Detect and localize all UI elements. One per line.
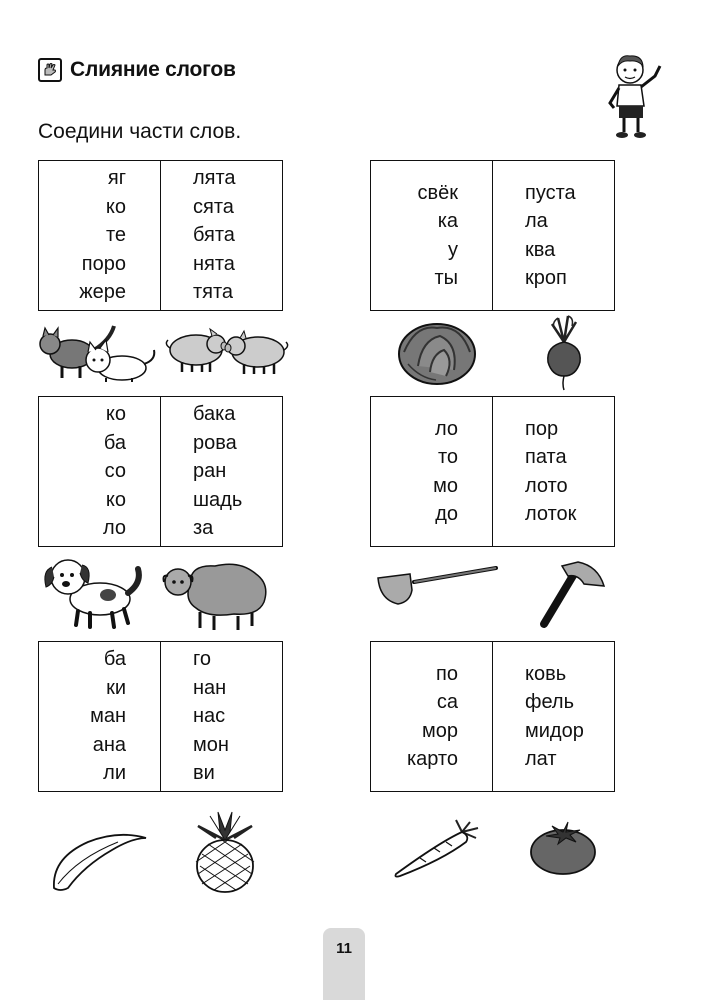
boy-icon <box>600 48 675 143</box>
syllable-left: са <box>436 691 458 713</box>
syllable-right: мидор <box>525 719 584 742</box>
syllable-right: тята <box>193 281 234 304</box>
syllable-left: жере <box>79 281 126 304</box>
syllable-left: поро <box>81 252 126 275</box>
syllable-left: свёк <box>417 181 458 204</box>
syllable-right: лото <box>525 474 568 497</box>
left-column <box>39 161 161 310</box>
syllable-left: то <box>437 446 458 468</box>
syllable-table-4 <box>370 396 615 547</box>
syllable-table-5 <box>38 641 283 792</box>
syllable-right: ковь <box>525 662 567 685</box>
syllable-right: ла <box>525 210 548 232</box>
syllable-right: ви <box>193 762 215 785</box>
syllable-right: сята <box>193 195 234 218</box>
syllable-right: бака <box>193 403 236 426</box>
cabbage-icon <box>396 316 478 388</box>
right-column <box>493 642 584 791</box>
syllable-left: ко <box>105 403 126 426</box>
syllable-left: ана <box>92 733 126 756</box>
syllable-right: нята <box>193 252 235 275</box>
right-column <box>161 642 229 791</box>
syllable-right: пор <box>525 417 559 440</box>
syllable-right: лята <box>193 167 236 190</box>
left-column <box>39 642 161 791</box>
syllable-table-2 <box>370 160 615 311</box>
syllable-left: у <box>448 238 458 261</box>
syllable-left: со <box>104 460 126 483</box>
right-column <box>161 161 236 310</box>
syllable-right: фель <box>525 691 575 713</box>
page-number-tab <box>323 928 365 1000</box>
beet-icon <box>540 314 588 392</box>
syllable-left: ман <box>90 705 126 728</box>
section-header <box>38 58 236 82</box>
syllable-table-6 <box>370 641 615 792</box>
syllable-right: пуста <box>525 181 576 204</box>
syllable-left: ло <box>102 517 126 540</box>
right-column <box>493 161 576 310</box>
syllable-right: лат <box>525 748 557 770</box>
sheep-icon <box>160 554 272 632</box>
page-number: 11 <box>336 940 352 957</box>
syllable-right: кроп <box>525 267 567 289</box>
cat-kitten-icon <box>36 320 158 386</box>
instruction-text: Соедини части слов. <box>38 120 242 143</box>
syllable-left: карто <box>406 748 458 770</box>
syllable-left: ты <box>434 267 458 289</box>
syllable-right: рова <box>193 431 237 454</box>
right-column <box>161 397 242 546</box>
syllable-right: ква <box>525 238 556 261</box>
syllable-left: ко <box>105 488 126 511</box>
pineapple-icon <box>188 810 262 894</box>
left-column <box>371 397 493 546</box>
syllable-left: мор <box>422 719 458 742</box>
syllable-right: го <box>193 648 211 671</box>
syllable-table-3 <box>38 396 283 547</box>
syllable-left: до <box>435 503 458 525</box>
syllable-right: за <box>193 517 214 540</box>
banana-icon <box>48 828 150 892</box>
syllable-left: ки <box>106 676 126 699</box>
syllable-left: ко <box>105 195 126 218</box>
carrot-icon <box>390 818 482 880</box>
syllable-table-1 <box>38 160 283 311</box>
axe-icon <box>534 558 606 630</box>
syllable-right: мон <box>193 733 229 756</box>
right-column <box>493 397 576 546</box>
syllable-left: ка <box>437 210 458 232</box>
syllable-left: ли <box>103 762 126 785</box>
left-column <box>371 161 493 310</box>
syllable-right: ран <box>193 460 227 483</box>
syllable-right: лоток <box>525 503 577 525</box>
syllable-left: ба <box>103 431 126 454</box>
syllable-left: мо <box>433 474 458 497</box>
page-title: Слияние слогов <box>70 58 236 81</box>
left-column <box>371 642 493 791</box>
tomato-icon <box>528 818 598 876</box>
shovel-icon <box>374 562 500 608</box>
syllable-left: яг <box>107 167 126 190</box>
syllable-left: те <box>105 224 126 247</box>
syllable-right: шадь <box>193 488 243 511</box>
syllable-left: ба <box>103 648 126 671</box>
left-column <box>39 397 161 546</box>
syllable-left: ло <box>434 417 458 440</box>
pigs-icon <box>162 324 292 376</box>
dog-icon <box>38 553 150 631</box>
syllable-right: нан <box>193 676 227 699</box>
hand-icon <box>38 58 62 82</box>
syllable-right: бята <box>193 224 235 247</box>
syllable-left: по <box>436 662 458 685</box>
syllable-right: пата <box>525 446 567 468</box>
syllable-right: нас <box>193 705 226 728</box>
